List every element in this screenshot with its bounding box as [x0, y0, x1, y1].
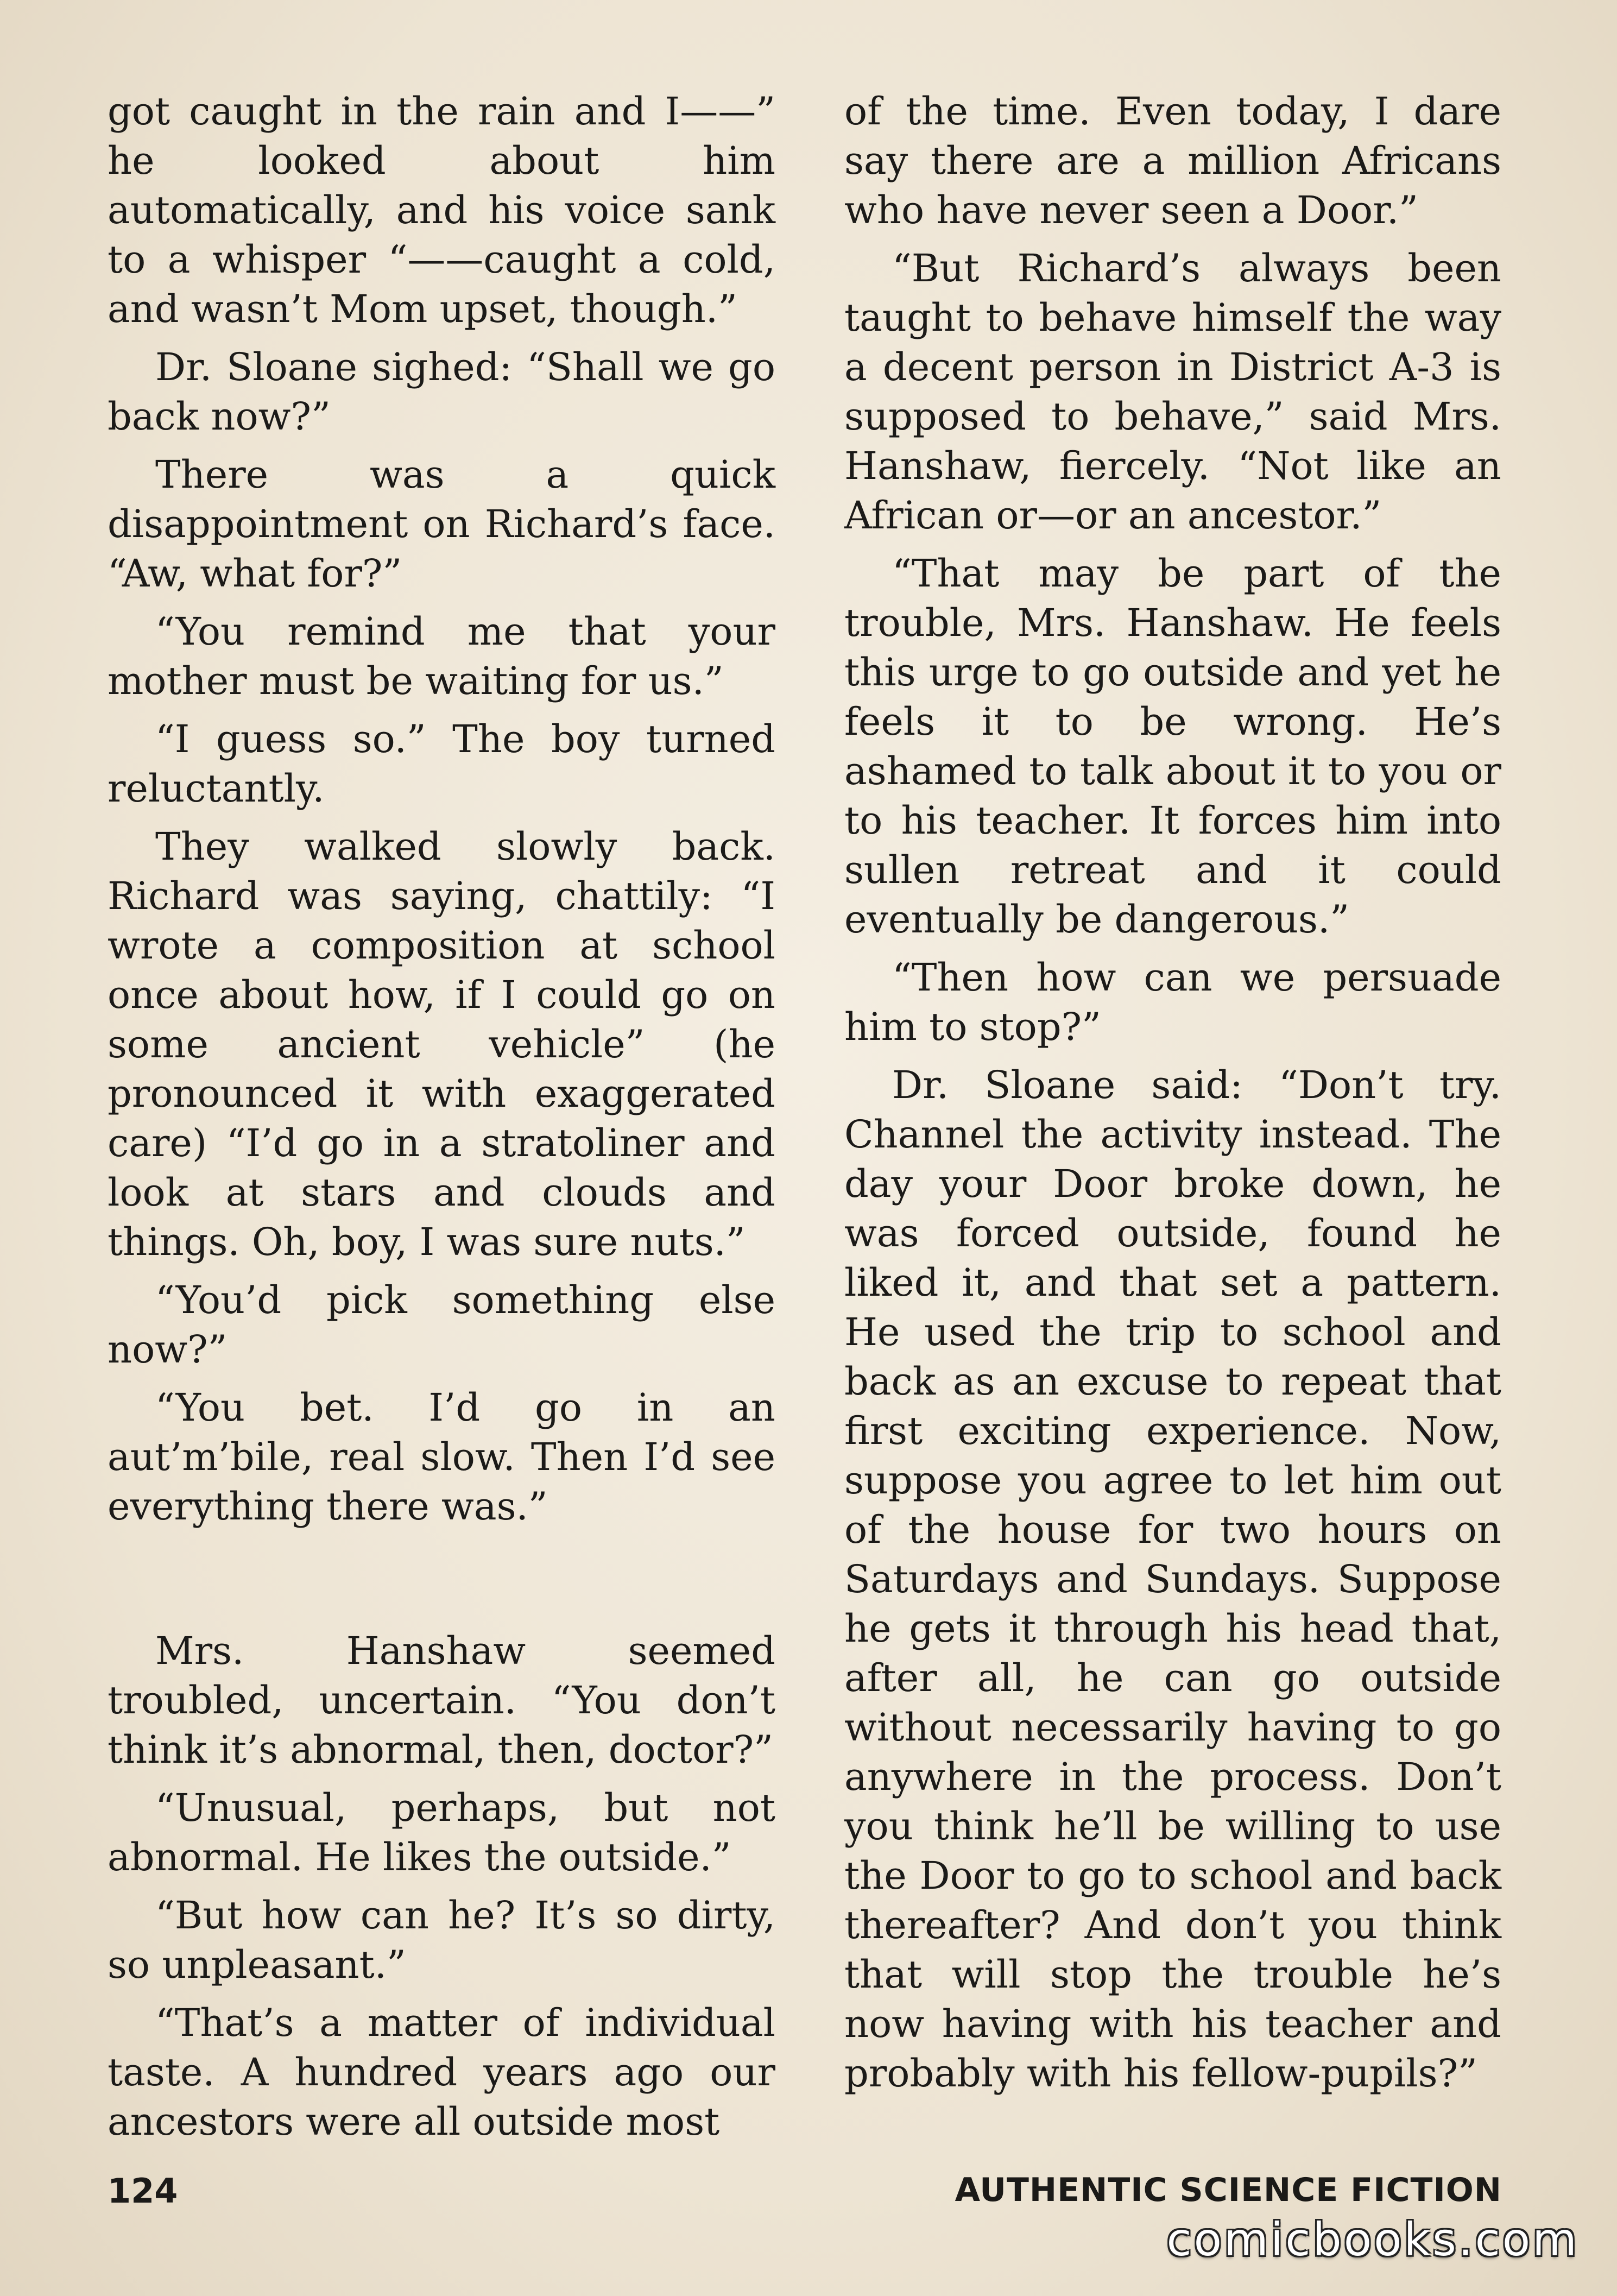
paragraph: “But how can he? It’s so dirty, so unpleasant.”: [108, 1893, 775, 1987]
watermark: comicbooks.com: [1166, 2213, 1579, 2266]
paragraph: “That may be part of the trouble, Mrs. Hanshaw. He feels this urge to go outside and yet he feels it to be wrong. He’s ashamed to talk about it to you or to his teacher. It forces him into sullen retreat and it could eventually be dangerous.”: [844, 551, 1501, 942]
paragraph: “You bet. I’d go in an aut’m’bile, real slow. Then I’d see everything there was.”: [108, 1385, 775, 1529]
paragraph: Dr. Sloane sighed: “Shall we go back now?”: [108, 345, 775, 439]
paragraph: “That’s a matter of individual taste. A hundred years ago our ancestors were all outside most: [108, 2001, 775, 2144]
paragraph: “You’d pick something else now?”: [108, 1278, 775, 1372]
paragraph: got caught in the rain and I——” he looked about him automatically, and his voice sank to a whisper “——caught a cold, and wasn’t Mom upset, though.”: [108, 89, 775, 331]
right-text-column: [844, 87, 1501, 2107]
paragraph: “Then how can we persuade him to stop?”: [844, 955, 1501, 1049]
paragraph: There was a quick disappointment on Richard’s face. “Aw, what for?”: [108, 452, 775, 596]
paragraph: “You remind me that your mother must be waiting for us.”: [108, 609, 775, 703]
paragraph: Mrs. Hanshaw seemed troubled, uncertain. “You don’t think it’s abnormal, then, doctor?”: [108, 1629, 775, 1772]
paragraph: “I guess so.” The boy turned reluctantly.: [108, 717, 775, 811]
paragraph: They walked slowly back. Richard was saying, chattily: “I wrote a composition at school once about how, if I could go on some ancient vehicle” (he pronounced it with exaggerated care) “I’d go in a stratoliner and look at stars and clouds and things. Oh, boy, I was sure nuts.”: [108, 824, 775, 1264]
paragraph: “But Richard’s always been taught to behave himself the way a decent person in District A-3 is supposed to behave,” said Mrs. Hanshaw, fiercely. “Not like an African or—or an ancestor.”: [844, 246, 1501, 538]
paragraph: Dr. Sloane said: “Don’t try. Channel the activity instead. The day your Door broke down, he was forced outside, found he liked it, and that set a pattern. He used the trip to school and back as an excuse to repeat that first exciting experience. Now, suppose you agree to let him out of the house for two hours on Saturdays and Sundays. Suppose he gets it through his head that, after all, he can go outside without necessarily having to go anywhere in the process. Don’t you think he’ll be willing to use the Door to go to school and back thereafter? And don’t you think that will stop the trouble he’s now having with his teacher and probably with his fellow-pupils?”: [844, 1063, 1501, 2096]
paragraph: “Unusual, perhaps, but not abnormal. He likes the outside.”: [108, 1786, 775, 1879]
left-text-column: [108, 87, 775, 2155]
running-footer-title: AUTHENTIC SCIENCE FICTION: [955, 2171, 1502, 2209]
paragraph: of the time. Even today, I dare say there are a million Africans who have never seen a Door.”: [844, 89, 1501, 232]
page-number: 124: [108, 2171, 178, 2211]
